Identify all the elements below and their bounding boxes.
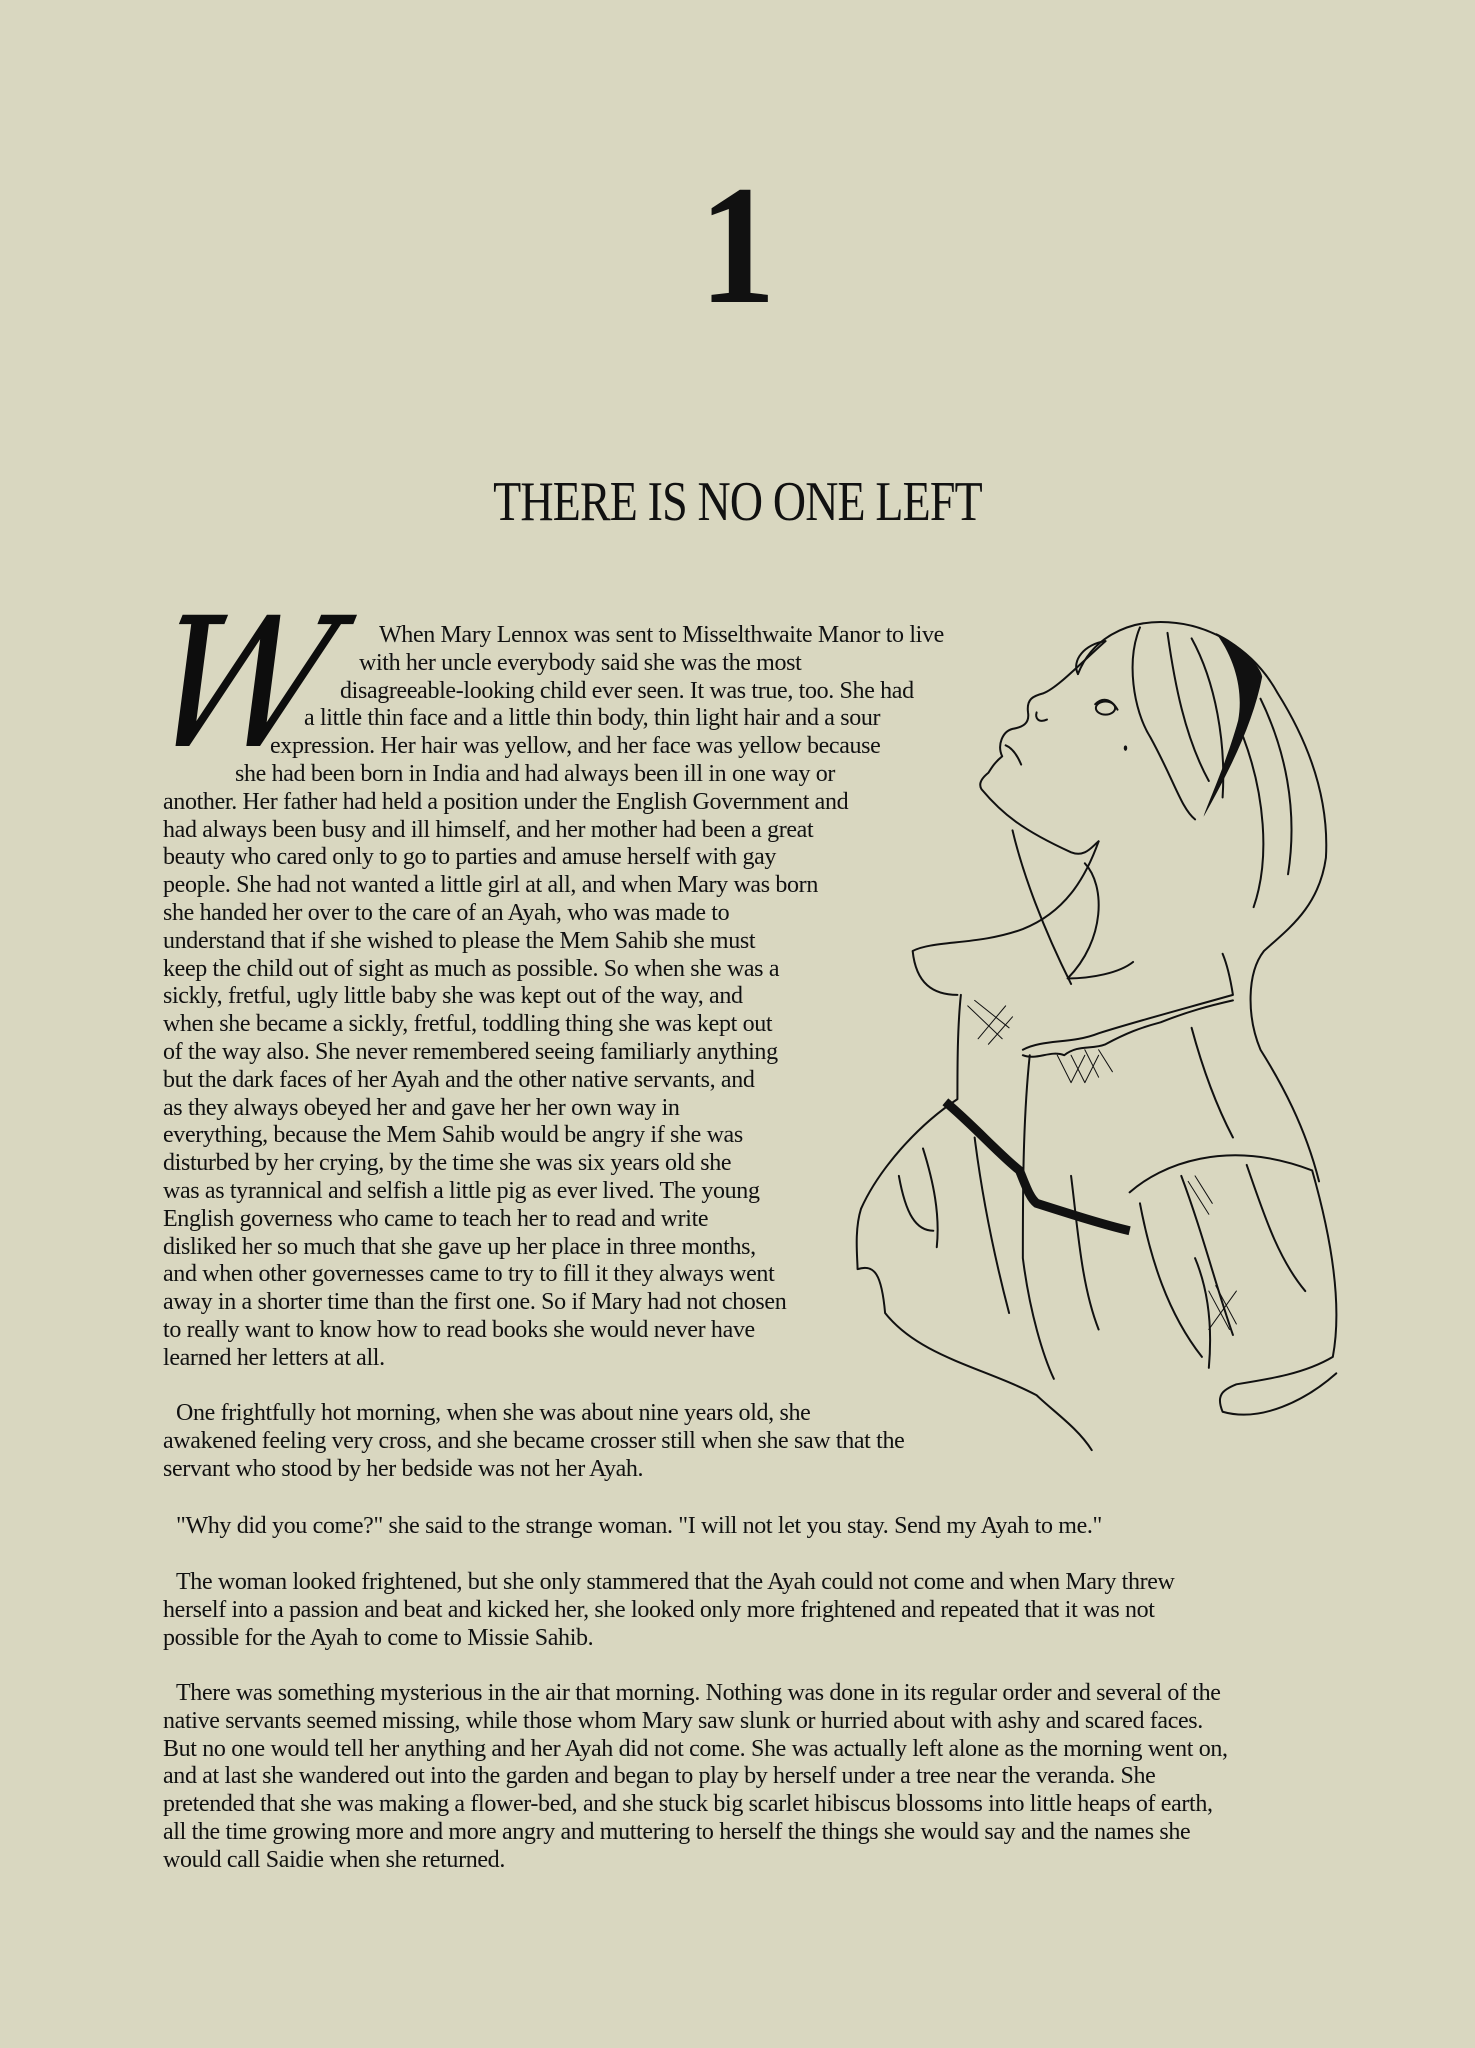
- hair-strands: [1168, 633, 1292, 907]
- paragraph-2: [163, 1400, 904, 1483]
- text-line: disturbed by her crying, by the time she was six years old she: [163, 1150, 732, 1177]
- text-line: all the time growing more and more angry and muttering to herself the things she would say and the names she: [163, 1818, 1191, 1845]
- text-line: native servants seemed missing, while those whom Mary saw slunk or hurried about with ashy and scared faces.: [163, 1707, 1203, 1734]
- text-line: pretended that she was making a flower-bed, and she stuck big scarlet hibiscus blossoms into little heaps of earth,: [163, 1791, 1213, 1818]
- text-line: and at last she wandered out into the garden and began to play by herself under a tree near the veranda. She: [163, 1763, 1156, 1790]
- sash: [945, 1102, 1129, 1231]
- paragraph-1: [163, 622, 944, 1373]
- text-line: One frightfully hot morning, when she was about nine years old, she: [176, 1400, 811, 1426]
- face-profile: [980, 641, 1105, 854]
- text-line: English governess who came to teach her to read and write: [163, 1205, 709, 1232]
- nostril: [1036, 712, 1047, 720]
- girl-illustration: [830, 600, 1370, 1460]
- chapter-number: 1: [699, 151, 776, 339]
- neck: [1013, 830, 1072, 984]
- text-line: There was something mysterious in the air that morning. Nothing was done in its regular order and several of the: [176, 1680, 1221, 1706]
- text-line: disagreeable-looking child ever seen. It was true, too. She had: [340, 677, 914, 704]
- text-line: expression. Her hair was yellow, and her face was yellow because: [270, 733, 881, 760]
- text-line: keep the child out of sight as much as possible. So when she was a: [163, 955, 780, 982]
- text-line: another. Her father had held a position under the English Government and: [163, 788, 849, 815]
- text-line: was as tyrannical and selfish a little pig as ever lived. The young: [163, 1177, 760, 1204]
- collar: [1023, 954, 1233, 1050]
- text-line: disliked her so much that she gave up her place in three months,: [163, 1233, 756, 1260]
- text-line: everything, because the Mem Sahib would be angry if she was: [163, 1122, 743, 1149]
- right-sleeve: [1130, 1155, 1337, 1414]
- text-line: servant who stood by her bedside was not her Ayah.: [163, 1455, 644, 1482]
- hair-bang: [1076, 627, 1195, 819]
- text-line: When Mary Lennox was sent to Misselthwaite Manor to live: [379, 622, 944, 648]
- text-line: people. She had not wanted a little girl at all, and when Mary was born: [163, 872, 818, 899]
- text-line: beauty who cared only to go to parties and amuse herself with gay: [163, 844, 777, 871]
- hair-lock-front: [913, 841, 1099, 995]
- text-line: had always been busy and ill himself, and her mother had been a great: [163, 816, 814, 843]
- mouth: [1006, 745, 1021, 764]
- text-line: awakened feeling very cross, and she became crosser still when she saw that the: [163, 1427, 905, 1454]
- paragraph-4: [163, 1569, 1175, 1652]
- text-line: to really want to know how to read books she would never have: [163, 1316, 755, 1343]
- text-line: as they always obeyed her and gave her her own way in: [163, 1094, 680, 1121]
- chapter-title: THERE IS NO ONE LEFT: [493, 471, 982, 533]
- text-line: away in a shorter time than the first one. So if Mary had not chosen: [163, 1289, 787, 1316]
- text-line: but the dark faces of her Ayah and the other native servants, and: [163, 1066, 755, 1093]
- text-line: The woman looked frightened, but she only stammered that the Ayah could not come and when Mary threw: [176, 1569, 1175, 1595]
- hair-lock-inner: [1068, 863, 1133, 978]
- text-line: understand that if she wished to please the Mem Sahib she must: [163, 927, 756, 954]
- paragraph-5: [163, 1680, 1228, 1875]
- text-line: of the way also. She never remembered seeing familiarly anything: [163, 1038, 778, 1065]
- text-line: when she became a sickly, fretful, toddling thing she was kept out: [163, 1011, 773, 1038]
- collar-ruffle: [1023, 1000, 1233, 1056]
- text-line: But no one would tell her anything and her Ayah did not come. She was actually left alone as the morning went on,: [163, 1735, 1228, 1762]
- text-line: she handed her over to the care of an Ayah, who was made to: [163, 899, 730, 926]
- text-line: sickly, fretful, ugly little baby she was kept out of the way, and: [163, 983, 743, 1010]
- text-line: "Why did you come?" she said to the strange woman. "I will not let you stay. Send my Ayah to me.": [176, 1513, 1102, 1539]
- text-line: possible for the Ayah to come to Missie Sahib.: [163, 1624, 594, 1651]
- text-line: would call Saidie when she returned.: [163, 1846, 505, 1873]
- text-line: and when other governesses came to try to fill it they always went: [163, 1261, 775, 1288]
- text-line: a little thin face and a little thin body, thin light hair and a sour: [304, 705, 881, 732]
- sleeve-folds: [1140, 1165, 1305, 1368]
- text-line: herself into a passion and beat and kicked her, she looked only more frightened and repeated that it was not: [163, 1596, 1155, 1623]
- blouse-left: [857, 995, 1092, 1450]
- blouse-middle: [1023, 1055, 1054, 1379]
- text-line: she had been born in India and had always been ill in one way or: [235, 760, 836, 787]
- mole: [1124, 745, 1127, 750]
- drop-cap-letter: W: [132, 580, 353, 789]
- text-line: learned her letters at all.: [163, 1344, 385, 1371]
- paragraph-3: [163, 1513, 1102, 1541]
- text-line: with her uncle everybody said she was the most: [359, 649, 802, 676]
